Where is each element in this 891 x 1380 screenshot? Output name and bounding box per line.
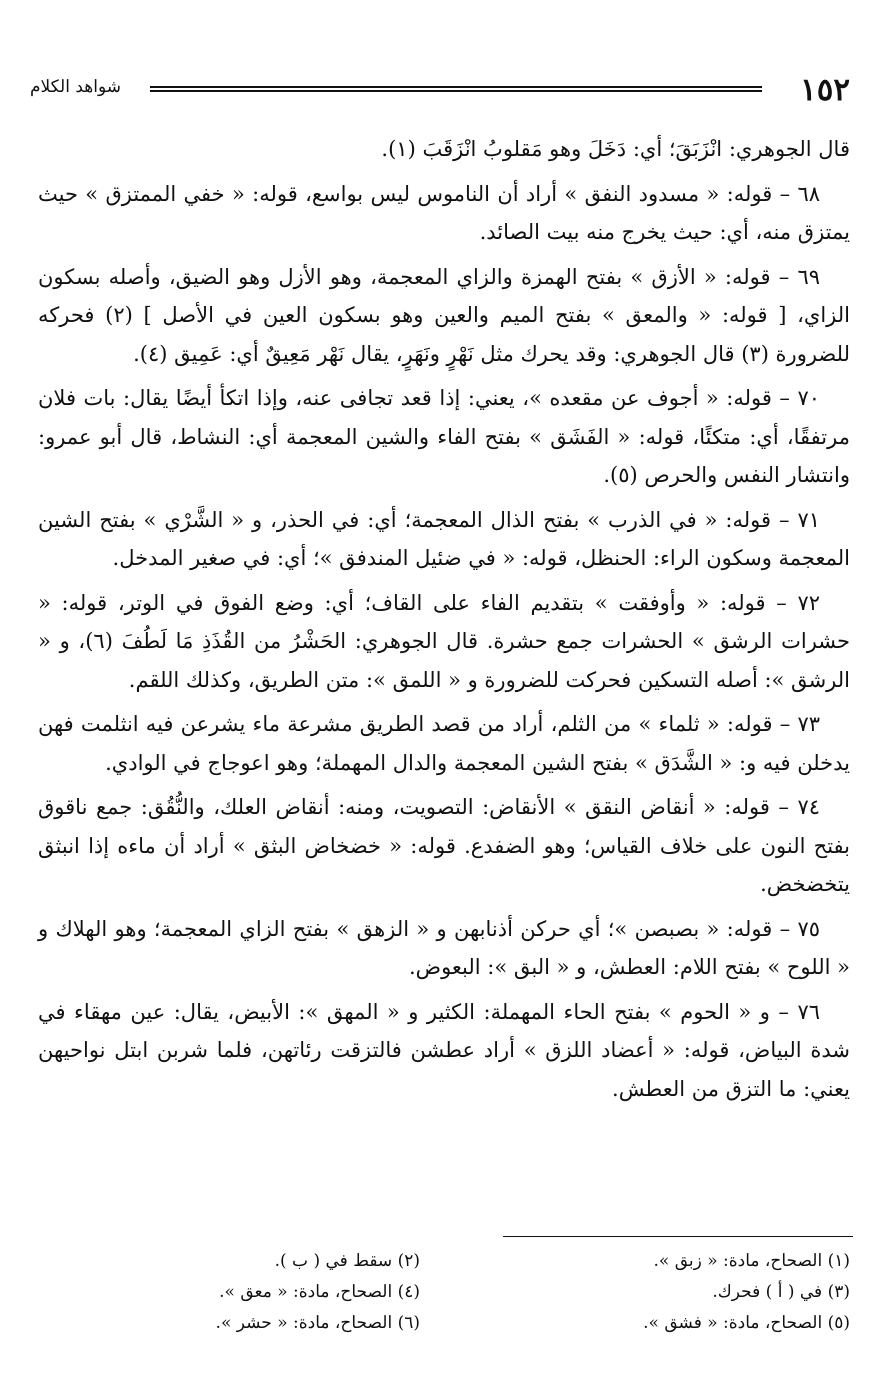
page-number: ١٥٢ (800, 72, 850, 108)
paragraph-71: ٧١ – قوله: « في الذرب » بفتح الذال المعجمة؛ أي: في الحذر، و « الشَّرْي » بفتح الشين المعجمة وسكون الراء: الحنظل، قوله: « في ضئيل المندفق »؛ أي: في صغير المدخل. (38, 507, 850, 570)
footnote-3: (٣) في ( أ ) فحرك. (712, 1282, 850, 1302)
header-double-rule (150, 86, 762, 92)
main-text (38, 130, 850, 1114)
footnote-2: (٢) سقط في ( ب ). (274, 1251, 420, 1271)
paragraph-70: ٧٠ – قوله: « أجوف عن مقعده »، يعني: إذا قعد تجافى عنه، وإذا اتكأ أيضًا يقال: بات فلان مرتفقًا، أي: متكئًا، قوله: « الفَشَق » بفتح الفاء والشين المعجمة أي: النشاط، قال أبو عمرو: وانتشار النفس والحرص (٥). (38, 386, 850, 487)
footnotes (38, 1246, 850, 1356)
footnote-separator (503, 1236, 853, 1237)
footnotes-column-left (25, 1246, 420, 1339)
paragraph-68: ٦٨ – قوله: « مسدود النفق » أراد أن الناموس ليس بواسع، قوله: « خفي الممتزق » حيث يمتزق منه، أي: حيث يخرج منه بيت الصائد. (38, 181, 850, 244)
paragraph-69: ٦٩ – قوله: « الأزق » بفتح الهمزة والزاي المعجمة، وهو الأزل وهو الضيق، وأصله بسكون الزاي، [ قوله: « والمعق » بفتح الميم والعين وهو بسكون العين في الأصل ] (٢) فحركه للضرورة (٣) قال الجوهري: وقد يحرك مثل نَهْرٍ ونَهَرٍ، يقال نَهْر مَعِيقٌ أي: عَمِيق (٤). (38, 264, 850, 366)
paragraph-73: ٧٣ – قوله: « ثلماء » من الثلم، أراد من قصد الطريق مشرعة ماء يشرعن فيه انثلمت فهن يدخلن فيه و: « الشَّدَق » بفتح الشين المعجمة والدال المهملة؛ وهو اعوجاج في الوادي. (38, 712, 850, 775)
running-title: شواهد الكلام (30, 77, 122, 97)
footnotes-column-right (455, 1246, 850, 1339)
paragraph-intro: قال الجوهري: انْزَبَقَ؛ أي: دَخَلَ وهو مَقلوبُ انْزَقَبَ (١). (381, 137, 850, 161)
footnote-6: (٦) الصحاح، مادة: « حشر ». (215, 1313, 420, 1333)
footnote-1: (١) الصحاح، مادة: « زبق ». (653, 1251, 850, 1271)
paragraph-74: ٧٤ – قوله: « أنقاض النقق » الأنقاض: التصويت، ومنه: أنقاض العلك، والنُّقُق: جمع ناقوق بفتح النون على خلاف القياس؛ وهو الضفدع. قوله: « خضخاض البثق » أراد أن ماءه إذا انبثق يتخضخض. (38, 795, 850, 896)
paragraph-72: ٧٢ – قوله: « وأوفقت » بتقديم الفاء على القاف؛ أي: وضع الفوق في الوتر، قوله: « حشرات الرشق » الحشرات جمع حشرة. قال الجوهري: الحَشْرُ من القُذَذِ مَا لَطُفَ (٦)، و « الرشق »: أصله التسكين فحركت للضرورة و « اللمق »: متن الطريق، وكذلك اللقم. (38, 590, 850, 692)
footnote-5: (٥) الصحاح، مادة: « فشق ». (643, 1313, 850, 1333)
footnote-4: (٤) الصحاح، مادة: « معق ». (219, 1282, 420, 1302)
page-header (30, 70, 850, 110)
paragraph-75: ٧٥ – قوله: « بصبصن »؛ أي حركن أذنابهن و « الزهق » بفتح الزاي المعجمة؛ وهو الهلاك و « اللوح » بفتح اللام: العطش، و « البق »: البعوض. (38, 916, 850, 979)
paragraph-76: ٧٦ – و « الحوم » بفتح الحاء المهملة: الكثير و « المهق »: الأبيض، يقال: عين مهقاء في شدة البياض، قوله: « أعضاد اللزق » أراد عطشن فالتزقت رئاتهن، فلما شربن ابتل نواحيهن يعني: ما التزق من العطش. (38, 999, 850, 1101)
